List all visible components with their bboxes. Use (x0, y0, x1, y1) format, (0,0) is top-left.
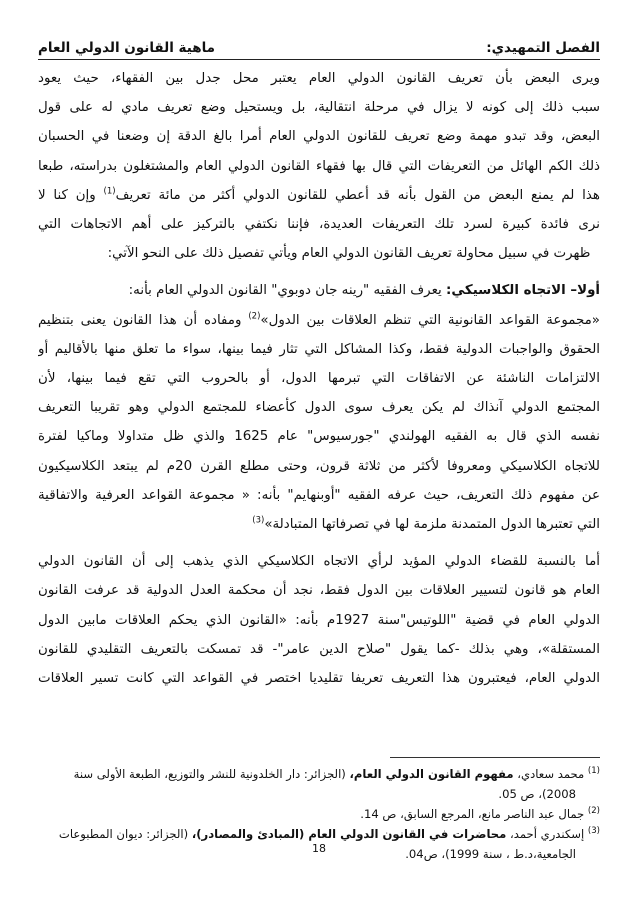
text-line (38, 276, 600, 305)
footnote-ref-3[interactable]: (3) (252, 515, 265, 526)
footnote-publication: (الجزائر: ديوان المطبوعات (58, 827, 192, 841)
text-line (38, 306, 600, 335)
footnote-separator (390, 757, 600, 758)
text-span: وإن كنا لا (38, 187, 104, 203)
paragraph-3 (38, 547, 600, 693)
footnote-1 (38, 764, 600, 784)
text-line: البعض، وقد تبدو مهمة وضع تعريف للقانون الدولي العام أمرا بالغ الدقة إن وضعنا في الحسبان (38, 129, 600, 145)
running-header (38, 30, 600, 60)
footnote-ref-1[interactable]: (1) (103, 186, 116, 197)
text-line: ظهرت في سبيل محاولة تعريف القانون الدولي العام ويأتي تفصيل ذلك على النحو الآتي: (107, 246, 591, 262)
footnote-mark: (1) (587, 766, 600, 777)
footnote-ref-2[interactable]: (2) (248, 311, 261, 322)
footnote-mark: (3) (587, 826, 600, 837)
text-span: «مجموعة القواعد القانونية التي تنظم العلاقات بين الدول» (260, 312, 600, 328)
header-chapter: الفصل التمهيدي: (486, 40, 600, 56)
text-line (38, 181, 600, 210)
text-line: نفسه الذي قال به الفقيه الهولندي "جورسيوس" عام 1625 والذي ظل متداولا وماكيا لفترة (38, 429, 600, 445)
text-line: ذلك الكم الهائل من التعريفات التي قال بها فقهاء القانون الدولي العام والمشتغلون بدراسته، طبعا (38, 158, 600, 174)
text-line (38, 510, 600, 539)
footnote-book-title: محاضرات في القانون الدولي العام (المبادئ والمصادر)، (191, 827, 507, 841)
footnote-publication: (الجزائر: دار الخلدونية للنشر والتوزيع، الطبعة الأولى سنة (73, 767, 350, 781)
section-heading: أولا– الاتجاه الكلاسيكي: (446, 283, 600, 299)
text-line: المجتمع الدولي آنذاك لم يكن يعرف سوى الدول كأعضاء للمجتمع الدولي وهو تقريبا التعريف (38, 400, 600, 416)
page-number: 18 (312, 842, 326, 855)
text-span: يعرف الفقيه "رينه جان دوبوي" القانون الدولي العام بأنه: (128, 283, 447, 299)
body-text (38, 64, 600, 693)
footnote-1-continued: 2008)، ص 05. (498, 787, 576, 801)
footnote-author: محمد سعادي، (513, 767, 588, 781)
text-line: أما بالنسبة للقضاء الدولي المؤيد لرأي الاتجاه الكلاسيكي الذي يذهب إلى أن القانون الدولي (38, 554, 600, 570)
text-line: الدولي العام، فيعتبرون هذا التعريف تعريفا تقليديا اختصر في القواعد التي كانت تسير العلاقات (38, 671, 600, 687)
text-line: عن مفهوم ذلك التعريف، حيث عرفه الفقيه "أوبنهايم" بأنه: « مجموعة القواعد العرفية والاتفاقية (38, 487, 600, 503)
text-line: ويرى البعض بأن تعريف القانون الدولي العام يعتبر محل جدل بين الفقهاء، حيث يعود (38, 71, 600, 86)
text-line: المستقلة»، وهي بذلك -كما يقول "صلاح الدين عامر"- قد تمسكت بالتعريف التقليدي للقانون (38, 641, 600, 657)
footnote-text: جمال عبد الناصر مانع، المرجع السابق، ص 14. (360, 807, 588, 821)
footnote-3-continued: الجامعية،د.ط ، سنة 1999)، ص04. (405, 847, 576, 861)
text-line: للاتجاه الكلاسيكي ومعروفا لأكثر من ثلاثة قرون، وحتى مطلع القرن 20م لم يبتعد الكلاسيكيون (38, 458, 600, 474)
paragraph-1 (38, 64, 600, 268)
text-span: التي تعتبرها الدول المتمدنة ملزمة لها في تصرفاتها المتبادلة» (264, 517, 600, 533)
header-title: ماهية القانون الدولي العام (38, 40, 216, 56)
footnote-book-title: مفهوم القانون الدولي العام، (349, 767, 514, 781)
text-line: الحقوق والواجبات الدولية فقط، وكذا المشاكل التي تثار فيما بينها، سواء ما تعلق منها بالأقاليم أو (38, 341, 600, 357)
footnote-2 (38, 804, 600, 824)
footnote-author: إسكندري أحمد، (506, 827, 588, 841)
footnote-3 (38, 824, 600, 844)
text-line: العام هو قانون لتسيير العلاقات بين الدول فقط، نجد أن محكمة العدل الدولية قد عرفت القانون (38, 583, 600, 599)
text-line: الدولي العام في قضية "اللوتيس"سنة 1927م بأنه: «القانون الذي يحكم العلاقات مابين الدول (38, 612, 600, 628)
paragraph-2 (38, 276, 600, 539)
text-line: نرى فائدة كبيرة لسرد تلك التعريفات العديدة، فإننا نكتفي بالتركيز على أهم الاتجاهات التي (38, 217, 600, 233)
text-line: سبب ذلك إلى كونه لا يزال في مرحلة انتقالية، بل ويستحيل وضع تعريف مادي له على قول (38, 100, 600, 116)
footnote-mark: (2) (587, 806, 600, 817)
text-span: هذا لم يمنع البعض من القول بأنه قد أعطي للقانون الدولي أكثر من مائة تعريف (115, 187, 600, 203)
text-span: ومفاده أن هذا القانون يعنى بتنظيم (38, 312, 249, 328)
text-line: الالتزامات الناشئة عن الاتفاقات التي تبرمها الدول، أو بالحروب التي تقع فيما بينها، لأن (38, 371, 600, 387)
